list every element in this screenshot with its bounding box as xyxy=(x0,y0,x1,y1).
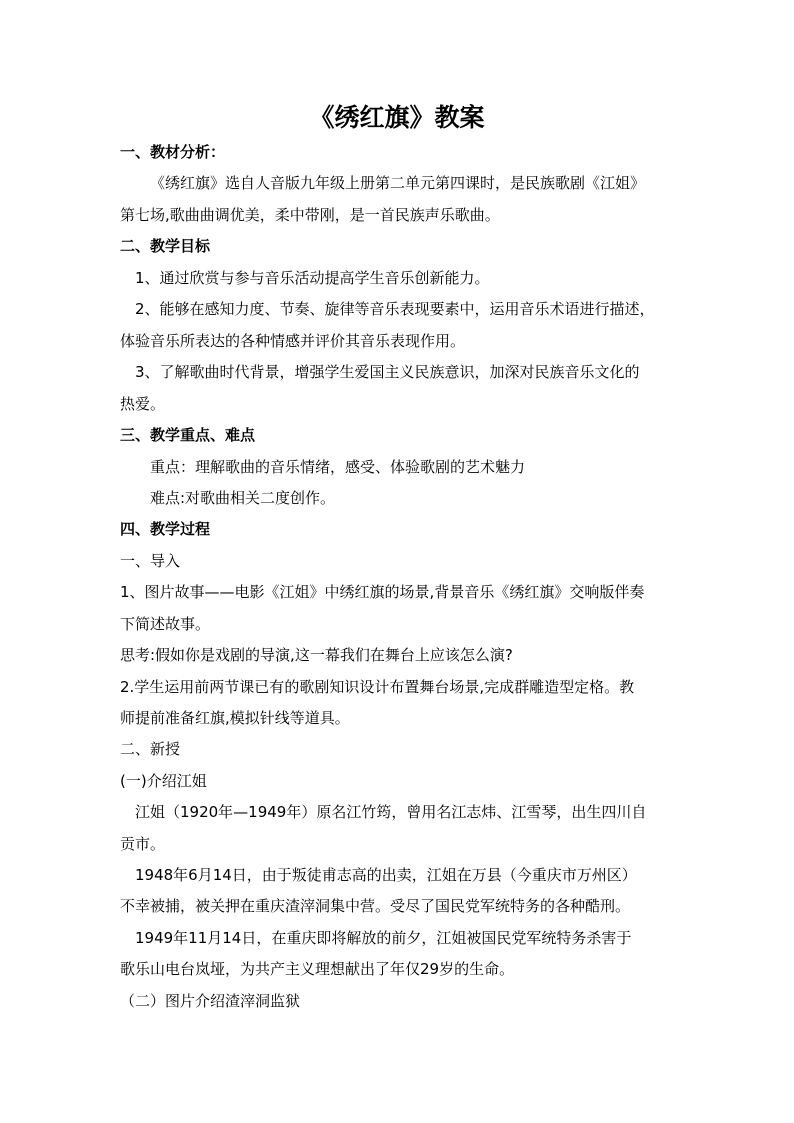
paragraph-line: 难点:对歌曲相关二度创作。 xyxy=(150,489,336,507)
paragraph-line: 不幸被捕，被关押在重庆渣滓洞集中营。受尽了国民党军统特务的各种酷刑。 xyxy=(120,897,631,915)
section-heading-materials: 一、教材分析： xyxy=(120,143,226,161)
paragraph-line: 《绣红旗》选自人音版九年级上册第二单元第四课时，是民族歌剧《江姐》 xyxy=(150,174,646,192)
paragraph-line: 2、能够在感知力度、节奏、旋律等音乐表现要素中，运用音乐术语进行描述， xyxy=(135,300,655,318)
paragraph-line: 1、图片故事——电影《江姐》中绣红旗的场景,背景音乐《绣红旗》交响版伴奏 xyxy=(120,583,645,601)
subheading-line: 二、新授 xyxy=(120,740,181,758)
section-heading-process: 四、教学过程 xyxy=(120,520,211,538)
paragraph-line: 重点：理解歌曲的音乐情绪，感受、体验歌剧的艺术魅力 xyxy=(150,458,526,476)
paragraph-line: 2.学生运用前两节课已有的歌剧知识设计布置舞台场景,完成群雕造型定格。教 xyxy=(120,678,635,696)
paragraph-line: 贡市。 xyxy=(120,835,166,853)
paragraph-line: 3、了解歌曲时代背景，增强学生爱国主义民族意识，加深对民族音乐文化的 xyxy=(135,363,640,381)
paragraph-line: 体验音乐所表达的各种情感并评价其音乐表现作用。 xyxy=(120,332,466,350)
paragraph-line: 江姐（1920年—1949年）原名江竹筠，曾用名江志炜、江雪琴，出生四川自 xyxy=(135,803,647,821)
paragraph-line: 热爱。 xyxy=(120,395,166,413)
paragraph-line: 下简述故事。 xyxy=(120,615,211,633)
subheading-line: （二）图片介绍渣滓洞监狱 xyxy=(120,992,301,1010)
paragraph-line: 1949年11月14日，在重庆即将解放的前夕，江姐被国民党军统特务杀害于 xyxy=(135,929,632,947)
paragraph-line: 师提前准备红旗,模拟针线等道具。 xyxy=(120,709,350,727)
paragraph-line: 歌乐山电台岚垭，为共产主义理想献出了年仅29岁的生命。 xyxy=(120,960,515,978)
section-heading-goals: 二、教学目标 xyxy=(120,237,211,255)
paragraph-line: 1、通过欣赏与参与音乐活动提高学生音乐创新能力。 xyxy=(135,269,490,287)
paragraph-line: 思考:假如你是戏剧的导演,这一幕我们在舞台上应该怎么演? xyxy=(120,646,513,664)
paragraph-line: 1948年6月14日，由于叛徒甫志高的出卖，江姐在万县（今重庆市万州区） xyxy=(135,866,637,884)
page-title: 《绣红旗》教案 xyxy=(309,103,485,132)
subheading-line: (一)介绍江姐 xyxy=(120,772,207,790)
paragraph-line: 第七场,歌曲曲调优美，柔中带刚，是一首民族声乐歌曲。 xyxy=(120,206,500,224)
subheading-line: 一、导入 xyxy=(120,552,181,570)
section-heading-key-points: 三、教学重点、难点 xyxy=(120,426,256,444)
